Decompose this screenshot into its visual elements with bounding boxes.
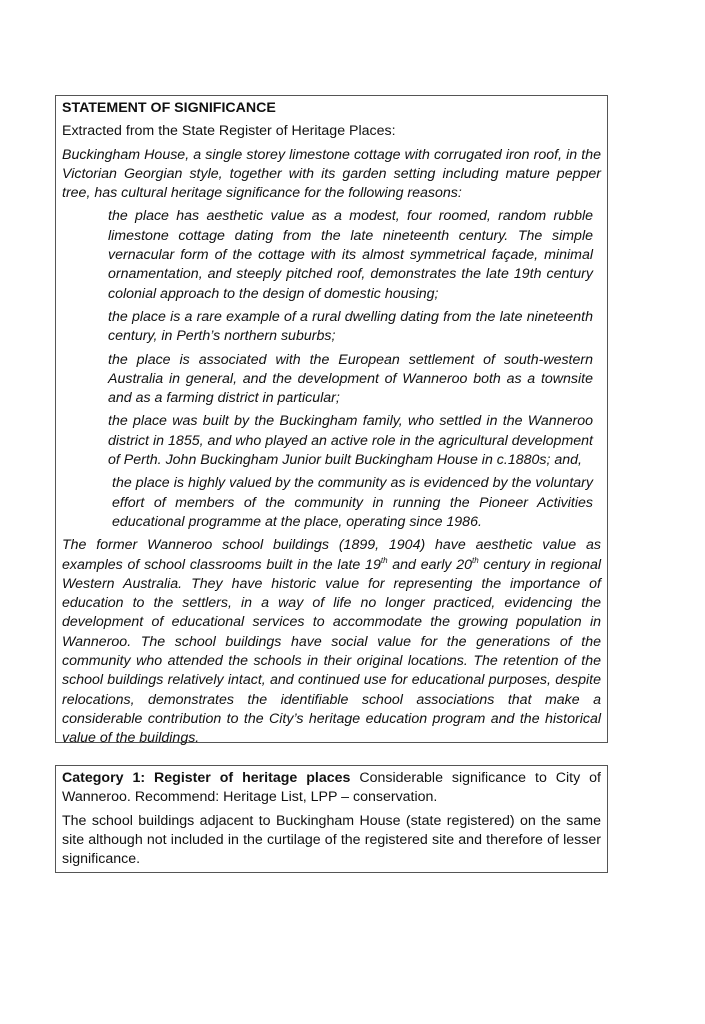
category-text: Considerable significance to City of Wanneroo. Recommend: Heritage List, LPP – conservation. bbox=[62, 770, 601, 806]
superscript-th: th bbox=[380, 555, 388, 565]
school-buildings-paragraph bbox=[62, 536, 601, 748]
reason-item: the place was built by the Buckingham family, who settled in the Wanneroo district in 1855, and who played an active role in the agricultural development of Perth. John Buckingham Junior built Buckingham House in c.1880s; and, bbox=[108, 413, 593, 469]
reason-item: the place is associated with the European settlement of south-western Australia in general, and the development of Wanneroo both as a townsite and as a farming district in particular; bbox=[108, 351, 593, 407]
school-text-1: The former Wanneroo school buildings (1899, 1904) have aesthetic value as examples of school classrooms built in the late 19 bbox=[62, 537, 601, 573]
statement-heading: STATEMENT OF SIGNIFICANCE bbox=[62, 100, 276, 116]
category-box bbox=[55, 765, 608, 873]
school-text-3: century in regional Western Australia. They have historic value for representing the importance of education to the settlers, in a way of life no longer practiced, evidencing the development of educational services to accommodate the growing population in Wanneroo. The school buildings have social value for the generations of the community who attended the schools in their original locations. The retention of the school buildings relatively intact, and continued use for educational purposes, despite relocations, demonstrates the identifiable school associations that make a considerable contribution to the City’s heritage education program and the historical value of the buildings. bbox=[62, 556, 601, 747]
source-line: Extracted from the State Register of Heritage Places: bbox=[62, 123, 396, 140]
superscript-th: th bbox=[472, 555, 479, 565]
intro-paragraph: Buckingham House, a single storey limestone cottage with corrugated iron roof, in the Victorian Georgian style, together with its garden setting including mature pepper tree, has cultural heritage significance for the following reasons: bbox=[62, 146, 601, 202]
school-text-2: and early 20 bbox=[387, 556, 472, 573]
category-label: Category 1: Register of heritage places bbox=[62, 770, 351, 786]
reason-item: the place is a rare example of a rural dwelling dating from the late nineteenth century, in Perth’s northern suburbs; bbox=[108, 308, 593, 345]
reason-item: the place has aesthetic value as a modest, four roomed, random rubble limestone cottage dating from the late nineteenth century. The simple vernacular form of the cottage with its almost symmetrical façade, minimal ornamentation, and steeply pitched roof, demonstrates the late 19th century colonial approach to the design of domestic housing; bbox=[108, 208, 593, 302]
category-note: The school buildings adjacent to Buckingham House (state registered) on the same site although not included in the curtilage of the registered site and therefore of lesser significance. bbox=[62, 812, 601, 868]
category-paragraph bbox=[62, 769, 601, 808]
statement-of-significance-box bbox=[55, 95, 608, 747]
reason-item: the place is highly valued by the community as is evidenced by the voluntary effort of members of the community in running the Pioneer Activities educational programme at the place, operating since 1986. bbox=[112, 475, 593, 530]
